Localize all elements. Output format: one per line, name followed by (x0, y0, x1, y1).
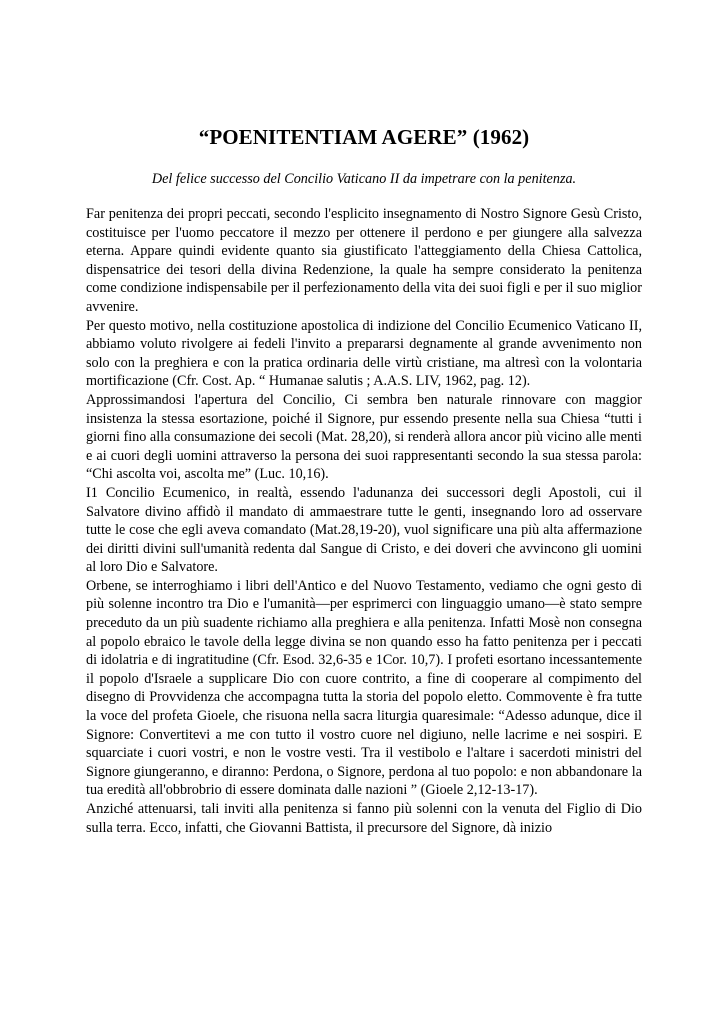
document-page (86, 122, 642, 837)
paragraph: I1 Concilio Ecumenico, in realtà, essendo l'adunanza dei successori degli Apostoli, cui il Salvatore divino affidò il mandato di ammaestrare tutte le genti, insegnando loro ad osservare tutte le cose che egli aveva comandato (Mat.28,19-20), vuol significare una più alta affermazione dei diritti divini sull'umanità redenta dal Sangue di Cristo, e dei doveri che avvincono gli uomini al loro Dio e Salvatore. (86, 484, 642, 576)
paragraph: Approssimandosi l'apertura del Concilio, Ci sembra ben naturale rinnovare con maggior insistenza la stessa esortazione, poiché il Signore, pur essendo presente nella sua Chiesa “tutti i giorni fino alla consumazione dei secoli (Mat. 28,20), si renderà allora ancor più vicino alle menti e ai cuori degli uomini attraverso la persona dei suoi rappresentanti secondo la sua stessa parola: “Chi ascolta voi, ascolta me” (Luc. 10,16). (86, 391, 642, 483)
paragraph: Orbene, se interroghiamo i libri dell'Antico e del Nuovo Testamento, vediamo che ogni gesto di più solenne incontro tra Dio e l'umanità—per esprimerci con linguaggio umano—è stato sempre preceduto da un più suadente richiamo alla preghiera e alla penitenza. Infatti Mosè non consegna al popolo ebraico le tavole della legge divina se non quando esso ha fatto penitenza per i peccati di idolatria e di ingratitudine (Cfr. Esod. 32,6-35 e 1Cor. 10,7). I profeti esortano incessantemente il popolo d'Israele a supplicare Dio con cuore contrito, a fine di cooperare al compimento del disegno di Provvidenza che accompagna tutta la storia del popolo eletto. Commovente è fra tutte la voce del profeta Gioele, che risuona nella sacra liturgia quaresimale: “Adesso adunque, dice il Signore: Convertitevi a me con tutto il vostro cuore nel digiuno, nelle lacrime e nei sospiri. E squarciate i cuori vostri, e non le vostre vesti. Tra il vestibolo e l'altare i sacerdoti ministri del Signore giungeranno, e diranno: Perdona, o Signore, perdona al tuo popolo: e non abbandonare la tua eredità all'obbrobrio di essere dominata dalle nazioni ” (Gioele 2,12-13-17). (86, 577, 642, 799)
document-title: “POENITENTIAM AGERE” (1962) (198, 125, 530, 149)
paragraph: Anziché attenuarsi, tali inviti alla penitenza si fanno più solenni con la venuta del Figlio di Dio sulla terra. Ecco, infatti, che Giovanni Battista, il precursore del Signore, dà inizio (86, 801, 642, 836)
paragraph: Far penitenza dei propri peccati, secondo l'esplicito insegnamento di Nostro Signore Gesù Cristo, costituisce per l'uomo peccatore il mezzo per ottenere il perdono e per giungere alla salvezza eterna. Appare quindi evidente quanto sia giustificato l'atteggiamento della Chiesa Cattolica, dispensatrice dei tesori della divina Redenzione, la quale ha sempre considerato la penitenza come condizione indispensabile per il perfezionamento della vita dei suoi figli e per il suo miglior avvenire. (86, 206, 642, 315)
document-subtitle: Del felice successo del Concilio Vaticano II da impetrare con la penitenza. (151, 171, 577, 187)
paragraph: Per questo motivo, nella costituzione apostolica di indizione del Concilio Ecumenico Vaticano II, abbiamo voluto rivolgere ai fedeli l'invito a prepararsi degnamente al grande avvenimento non solo con la preghiera e con la pratica ordinaria delle virtù cristiane, ma altresì con la volontaria mortificazione (Cfr. Cost. Ap. “ Humanae salutis ; A.A.S. LIV, 1962, pag. 12). (86, 317, 642, 390)
document-body (86, 205, 642, 837)
